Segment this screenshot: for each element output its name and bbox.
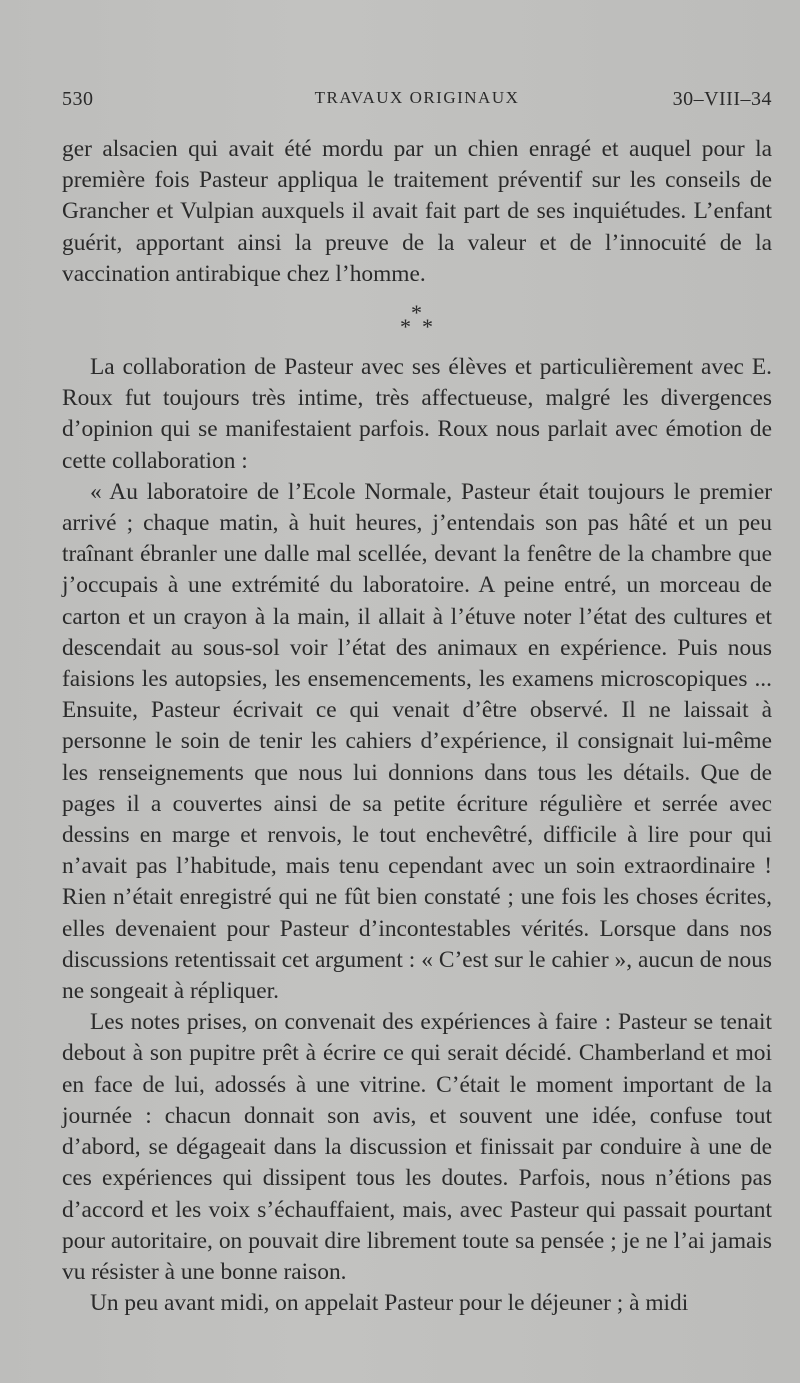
paragraph-continuation: ger alsacien qui avait été mordu par un chien enragé et auquel pour la première fois Pasteur appliqua le traitement préventif sur les conseils de Grancher et Vulpian auxquels il avait fait part de ses inquiétudes. L’enfant guérit, apportant ainsi la preuve de la valeur et de l’innocuité de la vaccination antirabique chez l’homme.	[62, 136, 772, 287]
paragraph: Les notes prises, on convenait des expériences à faire : Pasteur se tenait debout à son pupitre prêt à écrire ce qui serait décidé. Chamberland et moi en face de lui, adossés à une vitrine. C’était le moment important de la journée : chacun donnait son avis, et souvent une idée, confuse tout d’abord, se dégageait dans la discussion et finissait par conduire à une de ces expériences qui dissipent tous les doutes. Parfois, nous n’étions pas d’accord et les voix s’échauffaient, mais, avec Pasteur qui passait pourtant pour autoritaire, on pouvait dire librement toute sa pensée ; je ne l’ai jamais vu résister à une bonne raison.	[62, 1009, 772, 1285]
page-number: 530	[62, 88, 94, 110]
body-text	[62, 134, 772, 1319]
page-header	[62, 88, 772, 116]
asterism-star: *	[400, 314, 411, 340]
running-title: TRAVAUX ORIGINAUX	[314, 88, 520, 107]
asterism-star: *	[411, 300, 422, 326]
section-asterism	[62, 290, 772, 352]
paragraph: « Au laboratoire de l’Ecole Normale, Pasteur était toujours le premier arrivé ; chaque matin, à huit heures, j’entendais son pas hâté et un peu traînant ébranler une dalle mal scellée, devant la fenêtre de la chambre que j’occupais à une extrémité du laboratoire. A peine entré, un morceau de carton et un crayon à la main, il allait à l’étuve noter l’état des cultures et descendait au sous-sol voir l’état des animaux en expérience. Puis nous faisions les autopsies, les ensemencements, les examens microscopiques ... Ensuite, Pasteur écrivait ce qui venait d’être observé. Il ne laissait à personne le soin de tenir les cahiers d’expérience, il consignait lui-même les renseignements que nous lui donnions dans tous les détails. Que de pages il a couvertes ainsi de sa petite écriture régulière et serrée avec dessins en marge et renvois, le tout enchevêtré, difficile à lire pour qui n’avait pas l’habitude, mais tenu cependant avec un soin extraordinaire ! Rien n’était enregistré qui ne fût bien constaté ; une fois les choses écrites, elles devenaient pour Pasteur d’incontestables vérités. Lorsque dans nos discussions retentissait cet argument : « C’est sur le cahier », aucun de nous ne songeait à répliquer.	[62, 478, 772, 1005]
paragraph: Un peu avant midi, on appelait Pasteur pour le déjeuner ; à midi	[90, 1290, 689, 1317]
asterism-star: *	[422, 314, 433, 340]
page-date: 30–VIII–34	[672, 88, 772, 110]
paragraph: La collaboration de Pasteur avec ses élèves et particulièrement avec E. Roux fut toujours très intime, très affectueuse, malgré les divergences d’opinion qui se manifestaient parfois. Roux nous parlait avec émotion de cette collaboration :	[62, 354, 772, 474]
